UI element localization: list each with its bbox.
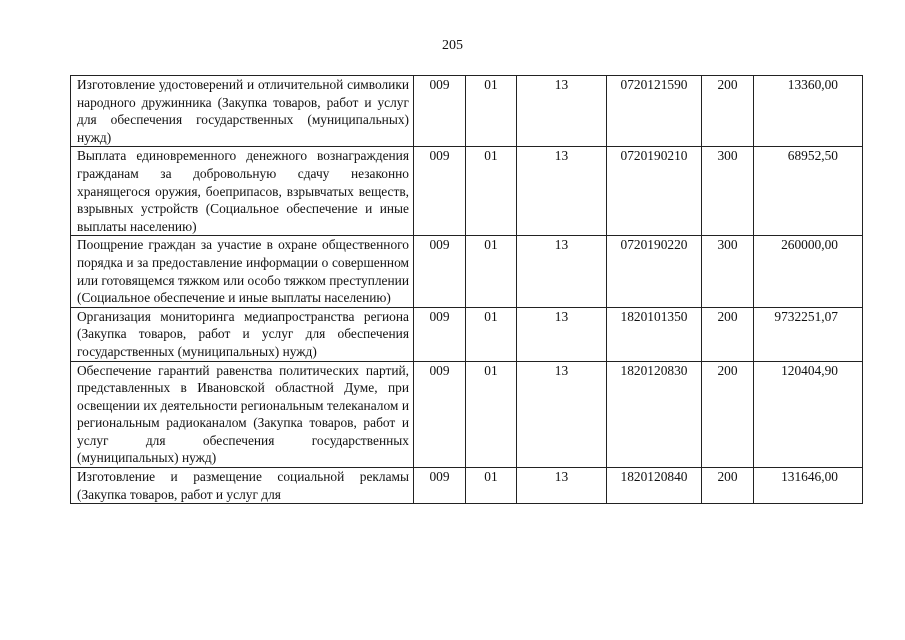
- target-article-code: 1820101350: [607, 307, 702, 361]
- amount: 260000,00: [754, 236, 863, 307]
- expense-description: Обеспечение гарантий равенства политических партий, представленных в Ивановской областной Думе, при освещении их деятельности региональным телеканалом и региональным радиоканалом (Закупка товаров, работ и услуг для обеспечения государственных (муниципальных) нужд): [71, 361, 414, 468]
- section-code: 01: [466, 236, 517, 307]
- table-row: [71, 147, 863, 236]
- subsection-code: 13: [517, 76, 607, 147]
- amount: 9732251,07: [754, 307, 863, 361]
- expense-description: Поощрение граждан за участие в охране общественного порядка и за предоставление информации о совершенном или готовящемся тяжком или особо тяжком преступлении (Социальное обеспечение и иные выплаты населению): [71, 236, 414, 307]
- section-code: 01: [466, 147, 517, 236]
- expense-type-code: 200: [702, 307, 754, 361]
- amount: 13360,00: [754, 76, 863, 147]
- expense-description-text: Изготовление и размещение социальной рекламы (Закупка товаров, работ и услуг для: [77, 469, 409, 502]
- subsection-code: 13: [517, 147, 607, 236]
- subsection-code: 13: [517, 468, 607, 504]
- section-code: 01: [466, 361, 517, 468]
- amount: 68952,50: [754, 147, 863, 236]
- table-row: [71, 76, 863, 147]
- target-article-code: 0720190220: [607, 236, 702, 307]
- table-row: [71, 236, 863, 307]
- target-article-code: 0720190210: [607, 147, 702, 236]
- expense-description: Изготовление удостоверений и отличительной символики народного дружинника (Закупка товаров, работ и услуг для обеспечения государственных (муниципальных) нужд): [71, 76, 414, 147]
- target-article-code: 1820120830: [607, 361, 702, 468]
- budget-table: [70, 75, 863, 504]
- amount: 131646,00: [754, 468, 863, 504]
- amount: 120404,90: [754, 361, 863, 468]
- table-row: [71, 307, 863, 361]
- table-row: [71, 468, 863, 504]
- expense-type-code: 300: [702, 147, 754, 236]
- ministry-code: 009: [414, 307, 466, 361]
- expense-type-code: 200: [702, 361, 754, 468]
- page-number: 205: [442, 38, 463, 53]
- ministry-code: 009: [414, 147, 466, 236]
- expense-type-code: 200: [702, 76, 754, 147]
- table-row: [71, 361, 863, 468]
- section-code: 01: [466, 76, 517, 147]
- target-article-code: 1820120840: [607, 468, 702, 504]
- expense-description: Организация мониторинга медиапространства региона (Закупка товаров, работ и услуг для обеспечения государственных (муниципальных) нужд): [71, 307, 414, 361]
- target-article-code: 0720121590: [607, 76, 702, 147]
- expense-type-code: 200: [702, 468, 754, 504]
- subsection-code: 13: [517, 361, 607, 468]
- section-code: 01: [466, 307, 517, 361]
- expense-type-code: 300: [702, 236, 754, 307]
- subsection-code: 13: [517, 236, 607, 307]
- expense-description: [71, 468, 414, 504]
- ministry-code: 009: [414, 361, 466, 468]
- subsection-code: 13: [517, 307, 607, 361]
- ministry-code: 009: [414, 76, 466, 147]
- ministry-code: 009: [414, 236, 466, 307]
- ministry-code: 009: [414, 468, 466, 504]
- section-code: 01: [466, 468, 517, 504]
- expense-description: Выплата единовременного денежного вознаграждения гражданам за добровольную сдачу незаконно хранящегося оружия, боеприпасов, взрывчатых веществ, взрывных устройств (Социальное обеспечение и иные выплаты населению): [71, 147, 414, 236]
